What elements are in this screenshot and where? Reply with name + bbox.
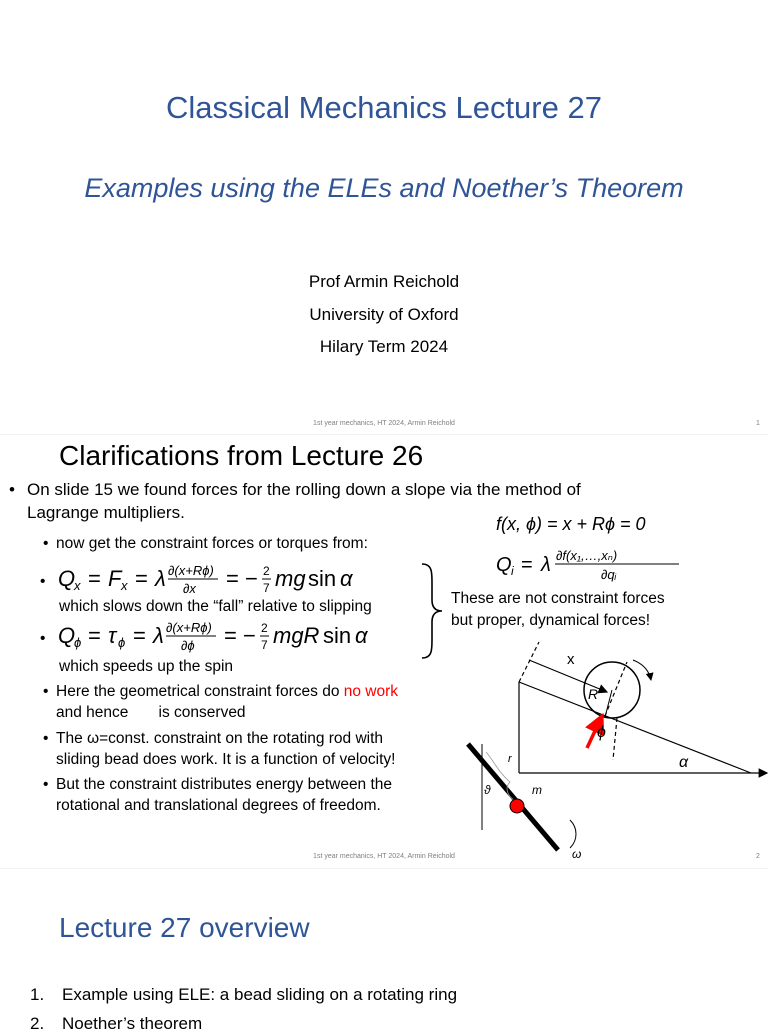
svg-text:x: x xyxy=(74,578,81,593)
svg-text:ϕ: ϕ xyxy=(118,635,126,650)
svg-text:=: = xyxy=(88,623,101,648)
bullet-slide15-line1: On slide 15 we found forces for the rolling down a slope via the method of xyxy=(27,480,581,499)
svg-text:∂x: ∂x xyxy=(183,581,196,596)
equation-f xyxy=(496,508,696,538)
dynamical-note-line1: These are not constraint forces xyxy=(451,590,665,607)
slide2-footer: 1st year mechanics, HT 2024, Armin Reichold xyxy=(313,853,455,860)
svg-text:= −: = − xyxy=(226,566,258,591)
svg-text:mg: mg xyxy=(275,566,306,591)
slide1-subtitle: Examples using the ELEs and Noether’s Theorem xyxy=(84,173,684,203)
equation-qphi xyxy=(58,615,438,655)
slide1-institution: University of Oxford xyxy=(309,305,459,324)
svg-text:sin: sin xyxy=(308,566,337,591)
svg-text:∂ϕ: ∂ϕ xyxy=(181,638,195,653)
overview-item-1-number: 1. xyxy=(30,985,45,1004)
bullet-no-work-line2: and hence is conserved xyxy=(56,704,246,721)
bullet-dot: • xyxy=(9,480,15,499)
svg-text:7: 7 xyxy=(263,581,270,595)
equation-qi xyxy=(496,543,696,583)
svg-text:λ: λ xyxy=(153,623,164,648)
slide1-title: Classical Mechanics Lecture 27 xyxy=(166,90,602,125)
R-label: R xyxy=(588,686,599,702)
equation-qphi-render xyxy=(58,615,438,655)
slide-divider-1 xyxy=(0,434,768,435)
svg-text:α: α xyxy=(355,623,368,648)
svg-text:=: = xyxy=(135,566,148,591)
svg-text:τ: τ xyxy=(108,623,117,648)
svg-text:∂(x+Rϕ): ∂(x+Rϕ) xyxy=(168,563,214,578)
overview-item-2-number: 2. xyxy=(30,1014,45,1033)
slide-divider-2 xyxy=(0,868,768,869)
bullet-distribute-line1: But the constraint distributes energy between the xyxy=(56,776,393,793)
svg-text:=: = xyxy=(133,623,146,648)
rod-bead-diagram xyxy=(462,738,592,863)
svg-text:λ: λ xyxy=(155,566,166,591)
svg-text:α: α xyxy=(340,566,353,591)
dynamical-note-line2: but proper, dynamical forces! xyxy=(451,612,651,629)
r-label: r xyxy=(508,753,512,765)
svg-text:Q: Q xyxy=(58,566,76,591)
m-label: m xyxy=(532,783,542,797)
bullet-constraint-forces: now get the constraint forces or torques from: xyxy=(56,535,368,552)
no-work-highlight: no work xyxy=(343,683,399,700)
svg-text:7: 7 xyxy=(261,638,268,652)
slide1-page-number: 1 xyxy=(756,420,760,427)
svg-text:x: x xyxy=(121,578,128,593)
equation-qi-render xyxy=(496,543,696,583)
slide1-footer: 1st year mechanics, HT 2024, Armin Reichold xyxy=(313,420,455,427)
equation-f-render xyxy=(496,508,696,538)
slide2-page-number: 2 xyxy=(756,853,760,860)
svg-text:∂f(x₁,…,xₙ): ∂f(x₁,…,xₙ) xyxy=(556,548,618,563)
omega-arrow xyxy=(570,820,576,848)
bullet-slide15-line2: Lagrange multipliers. xyxy=(27,503,185,522)
equation-qx-render xyxy=(58,558,418,598)
phi-label: ϕ xyxy=(597,724,606,741)
x-label: x xyxy=(567,651,575,668)
theta-label: ϑ xyxy=(484,783,491,797)
overview-item-2: Noether’s theorem xyxy=(62,1014,203,1033)
curly-brace xyxy=(418,562,448,660)
svg-text:sin: sin xyxy=(323,623,352,648)
qphi-note: which speeds up the spin xyxy=(59,658,234,675)
svg-text:ϕ: ϕ xyxy=(74,635,82,650)
svg-text:2: 2 xyxy=(263,564,270,578)
slide1-author: Prof Armin Reichold xyxy=(308,272,460,291)
svg-text:Q: Q xyxy=(58,623,76,648)
slide2-title: Clarifications from Lecture 26 xyxy=(59,440,424,471)
bullet-omega-line2: sliding bead does work. It is a function of velocity! xyxy=(56,751,396,768)
svg-text:mgR: mgR xyxy=(273,623,320,648)
svg-text:f(x, ϕ) = x + Rϕ = 0: f(x, ϕ) = x + Rϕ = 0 xyxy=(496,514,646,534)
svg-text:=: = xyxy=(521,554,533,576)
svg-text:i: i xyxy=(511,564,514,578)
overview-item-1: Example using ELE: a bead sliding on a rotating ring xyxy=(62,985,458,1004)
bullet-dot: • xyxy=(40,630,46,647)
bullet-distribute-line2: rotational and translational degrees of freedom. xyxy=(56,797,381,814)
radius-line xyxy=(605,690,612,717)
bullet-dot: • xyxy=(43,776,49,793)
svg-text:λ: λ xyxy=(541,554,551,576)
svg-text:2: 2 xyxy=(261,621,268,635)
qx-note: which slows down the “fall” relative to slipping xyxy=(59,598,372,615)
bullet-dot: • xyxy=(43,730,49,747)
alpha-label: α xyxy=(679,754,689,771)
omega-label: ω xyxy=(572,847,582,861)
svg-text:∂qᵢ: ∂qᵢ xyxy=(601,567,617,582)
bullet-dot: • xyxy=(40,573,46,590)
slide1-term: Hilary Term 2024 xyxy=(319,337,449,356)
svg-text:F: F xyxy=(108,566,122,591)
rotation-arrow xyxy=(633,660,651,680)
dashed-reference xyxy=(613,718,617,760)
dashed-reference xyxy=(519,642,539,682)
bullet-dot: • xyxy=(43,683,49,700)
slide3-title: Lecture 27 overview xyxy=(59,912,310,943)
dashed-reference xyxy=(605,662,627,716)
sliding-bead xyxy=(510,799,524,813)
svg-text:= −: = − xyxy=(224,623,256,648)
svg-text:=: = xyxy=(88,566,101,591)
bullet-no-work-text: Here the geometrical constraint forces do xyxy=(56,683,344,700)
equation-qx xyxy=(58,558,418,598)
svg-text:Q: Q xyxy=(496,554,512,576)
bullet-no-work xyxy=(56,683,398,701)
bullet-omega-line1: The ω=const. constraint on the rotating rod with xyxy=(56,730,384,747)
bullet-dot: • xyxy=(43,535,49,552)
svg-text:∂(x+Rϕ): ∂(x+Rϕ) xyxy=(166,620,212,635)
